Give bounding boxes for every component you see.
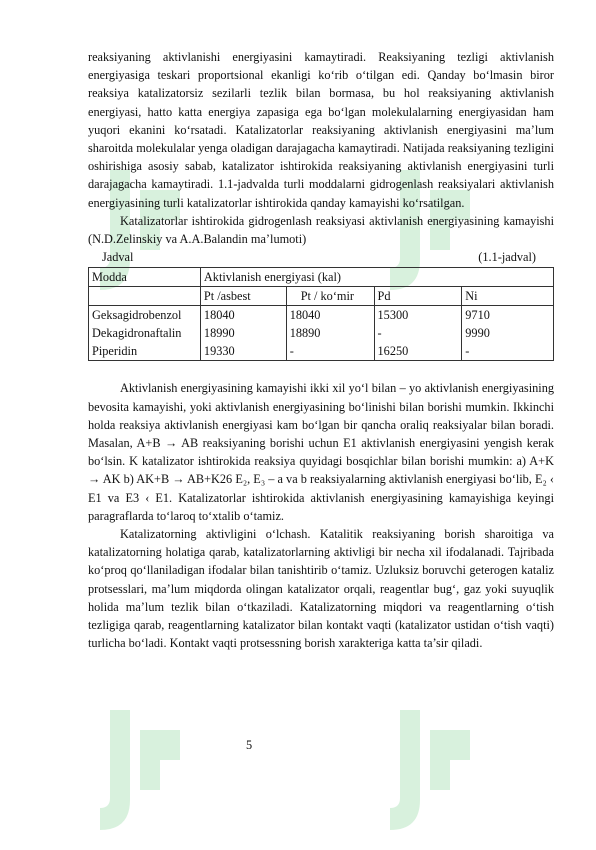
page-number: 5 bbox=[246, 738, 253, 752]
table-caption-row bbox=[88, 248, 554, 266]
paragraph: reaksiyaning aktivlanishi energiyasini kamaytiradi. Reaksiyaning tezligi aktivlanish energiyasiga teskari proportsional ekanligi ko‘rib o‘tilgan edi. Qanday bo‘lmasin biror reaksiya katalizatorsiz sezilarli tezlik bilan bormasa, bu hol reaksiyaning aktivlanish energiyasi, hatto katta energiya zapasiga ega bo‘lgan molekulalarning energiyasidan ham yuqori ekanini ko‘rsatadi. Katalizatorlar reaksiyaning aktivlanish energiyasini ma’lum sharoitda molekulalar yenga oladigan darajagacha kamaytiradi. Natijada reaksiyaning tezligini oshirishiga asosiy sabab, katalizator ishtirokida reaksiyaning aktivlanish energiyasini turli darajagacha kamaytiradi. 1.1-jadvalda turli moddalarni gidrogenlash reaksiyalari aktivlanish energiyasining turli katalizatorlar ishtirokida qanday kamayishi ko‘rsatilgan. bbox=[88, 50, 554, 210]
table-subheader: Pt /asbest bbox=[200, 287, 286, 306]
table-cell: - bbox=[462, 342, 554, 361]
table-cell: Dekagidronaftalin bbox=[89, 324, 201, 342]
watermark-logo-icon bbox=[360, 690, 500, 850]
table-cell: 9990 bbox=[462, 324, 554, 342]
table-cell: - bbox=[286, 342, 374, 361]
table-cell: Piperidin bbox=[89, 342, 201, 361]
table-row bbox=[89, 306, 554, 325]
table-header-modda: Modda bbox=[89, 268, 201, 287]
table-subheader: Pt / ko‘mir bbox=[286, 287, 374, 306]
table-row bbox=[89, 324, 554, 342]
table-cell: 16250 bbox=[374, 342, 462, 361]
watermark-logo-icon bbox=[70, 690, 210, 850]
table-row bbox=[89, 342, 554, 361]
energy-table bbox=[88, 267, 554, 361]
table-number: (1.1-jadval) bbox=[478, 250, 536, 265]
table-cell: 15300 bbox=[374, 306, 462, 325]
table-empty-cell bbox=[89, 287, 201, 306]
table-cell: - bbox=[374, 324, 462, 342]
table-cell: 18040 bbox=[286, 306, 374, 325]
table-subheader: Pd bbox=[374, 287, 462, 306]
table-cell: 19330 bbox=[200, 342, 286, 361]
paragraph: Katalizatorning aktivligini o‘lchash. Katalitik reaksiyaning borish sharoitiga va katalizatorning holatiga qarab, katalizatorlarning aktivligi bir necha xil ifodalanadi. Tajribada ko‘proq qo‘llaniladigan ifodalar bilan tanishtirib o‘tamiz. Uzluksiz boruvchi geterogen kataliz protsesslari, ma’lum miqdorda olingan katalizator orqali, reagentlar bug‘, gaz yoki suyuqlik holida ma’lum tezlik bilan o‘tkaziladi. Katalizatorning miqdori va reagentlarning o‘tish tezligiga qarab, reagentlarning katalizator bilan kontakt vaqti (katalizator ustidan o‘tish vaqti) turlicha bo‘ladi. Kontakt vaqti protsessning borish xarakteriga katta ta’sir qiladi. bbox=[88, 527, 554, 651]
table-cell: Geksagidrobenzol bbox=[89, 306, 201, 325]
table-header-energy: Aktivlanish energiyasi (kal) bbox=[200, 268, 553, 287]
table-cell: 18990 bbox=[200, 324, 286, 342]
paragraph: Katalizatorlar ishtirokida gidrogenlash reaksiyasi aktivlanish energiyasining kamayishi (N.D.Zelinskiy va A.A.Balandin ma’lumoti) bbox=[88, 213, 554, 247]
table-cell: 9710 bbox=[462, 306, 554, 325]
document-body bbox=[88, 48, 554, 652]
paragraph: Aktivlanish energiyasining kamayishi ikki xil yo‘l bilan – yo aktivlanish energiyasining bevosita kamayishi, yoki aktivlanish energiyasining bo‘linishi bilan borishi mumkin. Ikkinchi holda reaksiya aktivlanish energiyasi kam bo‘lgan bir qancha oraliq reaksiyalar bilan boradi. Masalan, A+B → AB reaksiyaning borishi uchun E1 aktivlanish energiyasini yengish kerak bo‘lsin. K katalizator ishtirokida reaksiya quyidagi bosqichlar bilan borishi mumkin: a) A+K → AK b) AK+B → AB+K26 E₂, E₃ – a va b reaksiyalarning aktivlanish energiyasi bo‘lib, E₂ ‹ E1 va E3 ‹ E1. Katalizatorlar ishtirokida aktivlanish energiyasining kamayishiga keyingi paragraflarda to‘laroq to‘xtalib o‘tamiz. bbox=[88, 381, 554, 523]
table-label: Jadval bbox=[102, 250, 134, 265]
table-cell: 18040 bbox=[200, 306, 286, 325]
table-cell: 18890 bbox=[286, 324, 374, 342]
table-subheader: Ni bbox=[462, 287, 554, 306]
